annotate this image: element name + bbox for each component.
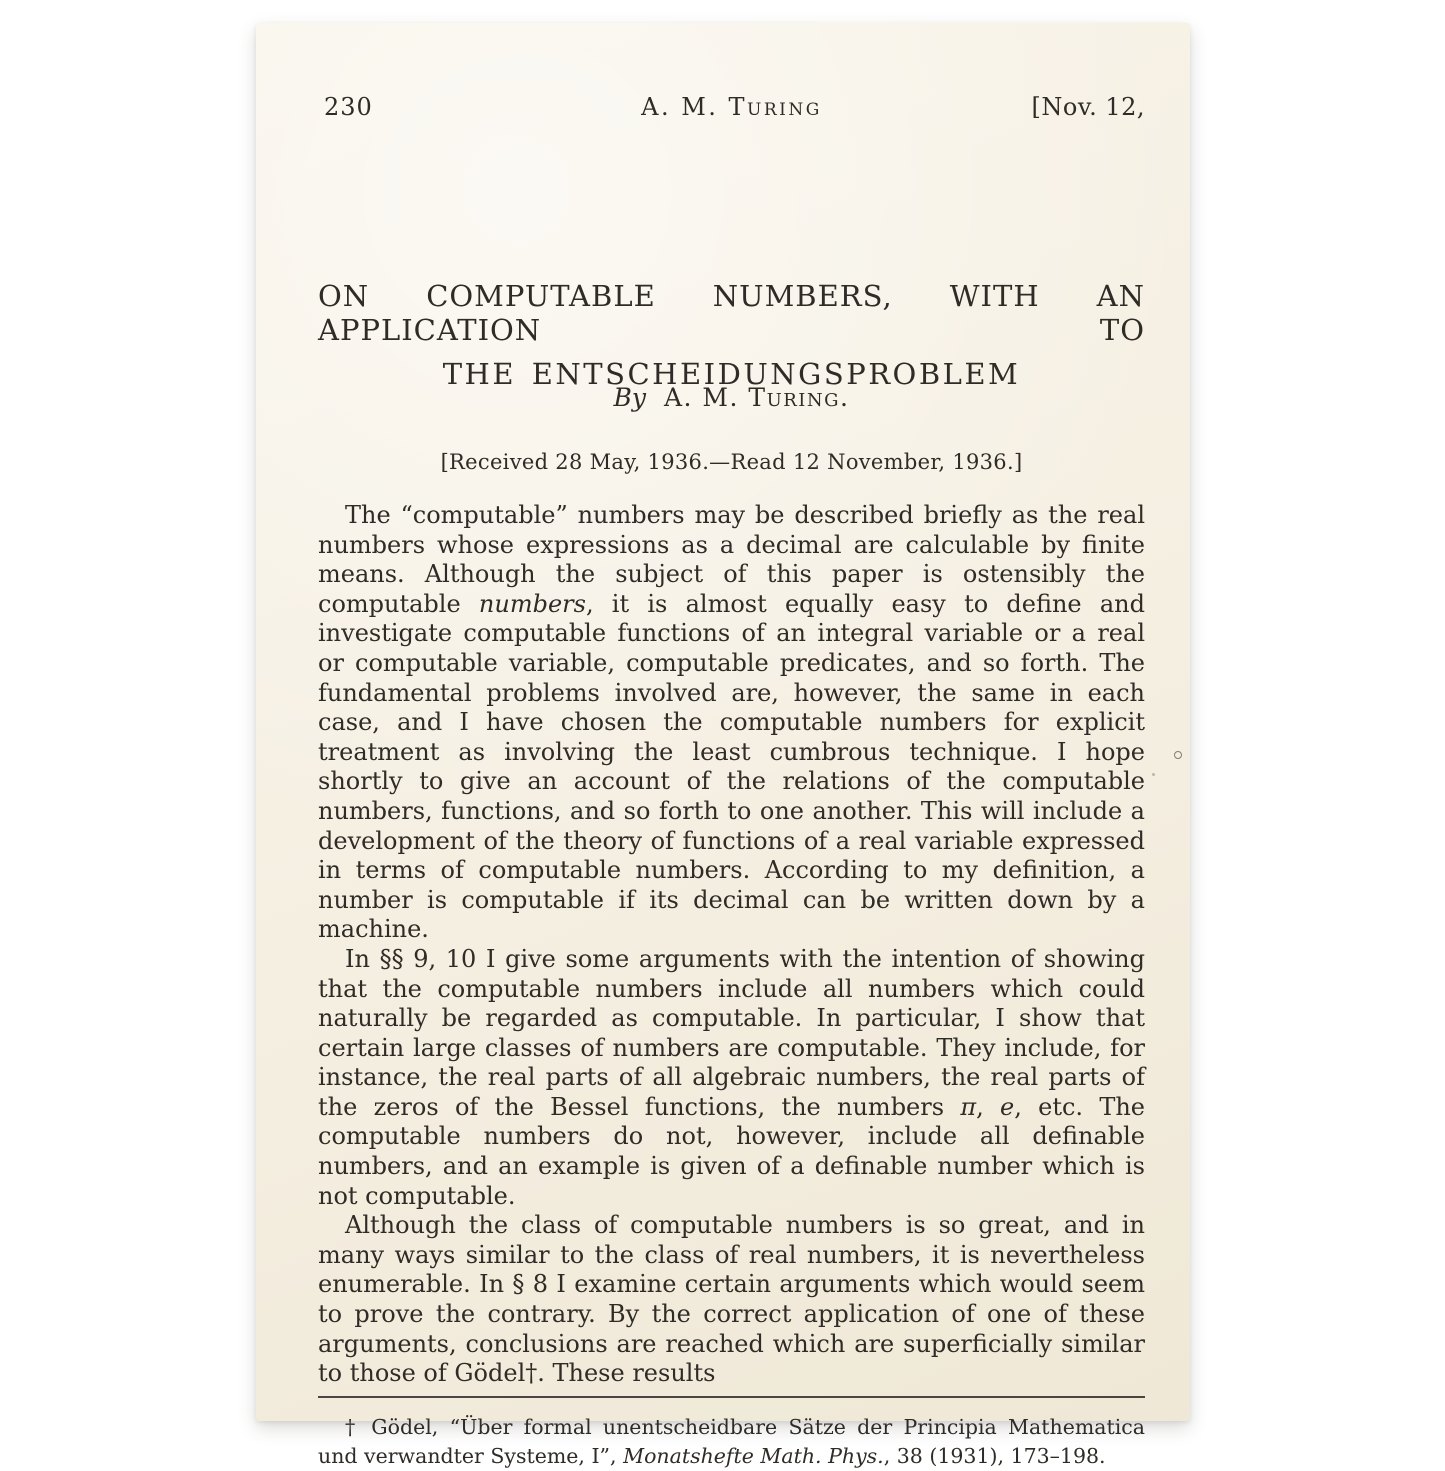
title-line-2: THE ENTSCHEIDUNGSPROBLEM <box>442 357 1021 391</box>
text-run: , it is almost equally easy to define and investigate computable functions of an integral variable or a real or computable variable, computable predicates, and so forth. The fundamental problems involved are, however, the same in each case, and I have chosen the computable numbers for explicit treatment as involving the least cumbrous technique. I hope shortly to give an account of the relations of the computable numbers, functions, and so forth to one another. This will include a development of the theory of functions of a real variable expressed in terms of computable numbers. According to my definition, a number is computable if its decimal can be written down by a machine. <box>318 589 1145 944</box>
byline <box>318 383 1145 412</box>
article-body <box>318 501 1145 1471</box>
text-run: † Gödel, “Über formal unentscheidbare Sätze der Principia Mathematica und verwandter Systeme, I”, <box>318 1414 1145 1468</box>
paper-speck <box>1174 751 1182 759</box>
text-run: , <box>976 1092 1001 1121</box>
page-number: 230 <box>324 93 373 121</box>
footnote <box>318 1413 1145 1471</box>
italic-run: Monatshefte Math. Phys. <box>623 1443 884 1468</box>
text-run: Although the class of computable numbers is so great, and in many ways similar to the class of real numbers, it is nevertheless enumerable. In § 8 I examine certain arguments which would seem to prove the contrary. By the correct application of one of these arguments, conclusions are reached which are superficially similar to those of Gödel†. These results <box>318 1211 1145 1388</box>
italic-run: e <box>1000 1092 1015 1121</box>
text-run: , etc. The computable numbers do not, however, include all definable numbers, and an example is given of a definable number which is not computable. <box>318 1092 1145 1210</box>
running-head: A. M. Turing <box>641 93 822 121</box>
article-title <box>318 279 1145 391</box>
page-header <box>318 93 1145 125</box>
text-run: In §§ 9, 10 I give some arguments with the intention of showing that the computable numbers include all numbers which could naturally be regarded as computable. In particular, I show that certain large classes of numbers are computable. They include, for instance, the real parts of all algebraic numbers, the real parts of the zeros of the Bessel functions, the numbers <box>318 944 1145 1121</box>
issue-date: [Nov. 12, <box>1031 93 1145 121</box>
italic-run: π <box>960 1092 977 1121</box>
title-line-1: ON COMPUTABLE NUMBERS, WITH AN APPLICATION TO <box>318 279 1145 347</box>
received-note: [Received 28 May, 1936.—Read 12 November, 1936.] <box>440 450 1023 474</box>
footnote-rule <box>318 1396 1145 1398</box>
italic-run: numbers <box>478 589 586 618</box>
paper-speck <box>1152 773 1155 776</box>
paragraph <box>318 945 1145 1211</box>
paragraph <box>318 501 1145 945</box>
paper-page <box>256 23 1190 1468</box>
byline-by: By <box>613 383 646 412</box>
text-run: , 38 (1931), 173–198. <box>883 1443 1106 1468</box>
byline-author: A. M. Turing. <box>663 383 850 412</box>
text-run: The “computable” numbers may be described briefly as the real numbers whose expressions as a decimal are calculable by finite means. Although the subject of this paper is ostensibly the computable <box>318 501 1145 618</box>
paragraph <box>318 1211 1145 1389</box>
